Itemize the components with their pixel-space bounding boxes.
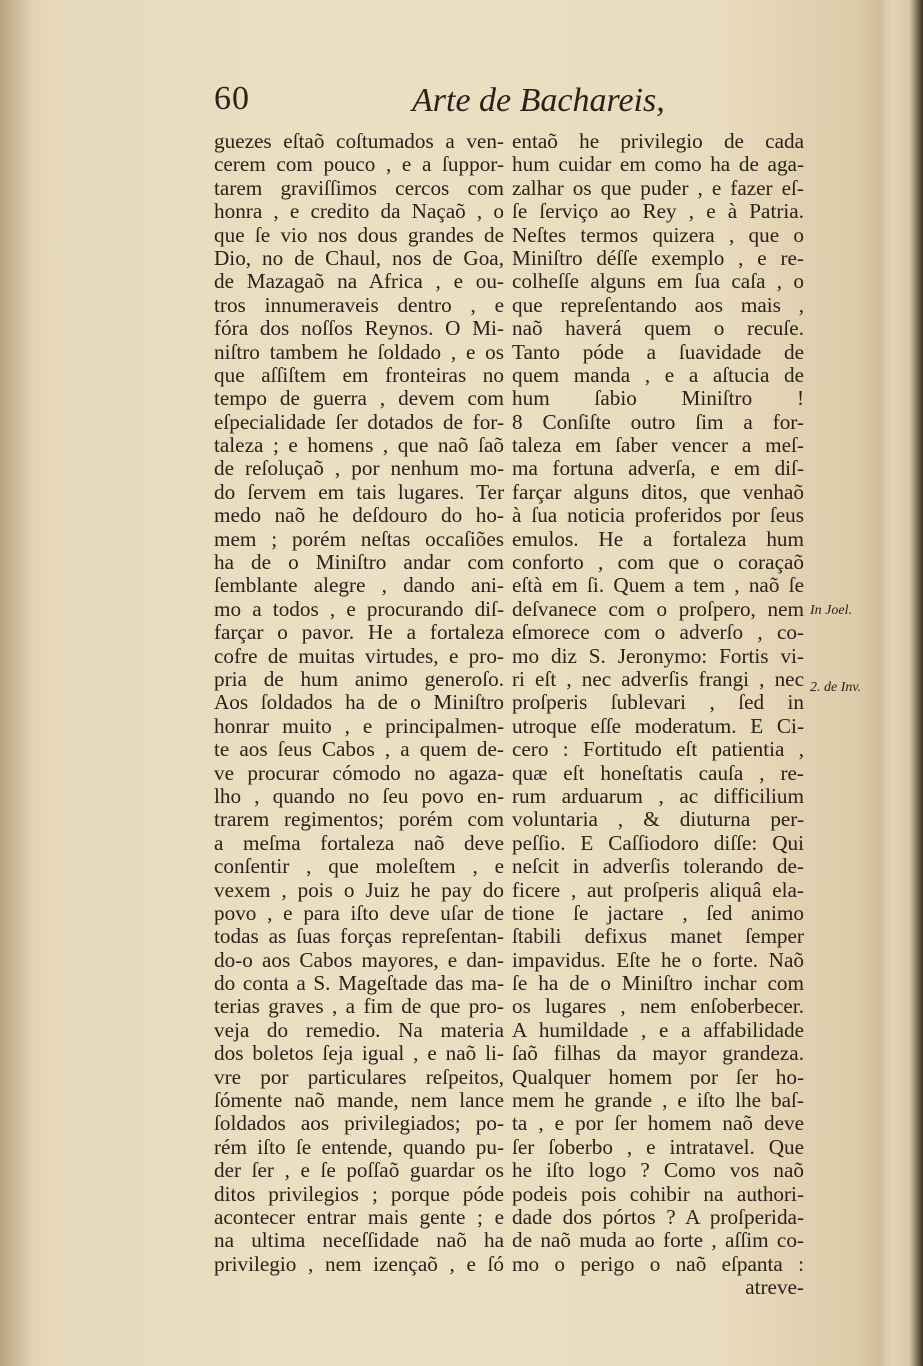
- catchword: atreve-: [745, 1275, 804, 1300]
- text-line: ſaõ filhas da mayor grandeza.: [512, 1041, 804, 1066]
- text-line: tione ſe jactare , ſed animo: [512, 900, 804, 925]
- text-line: naõ haverá quem o recuſe.: [512, 316, 804, 341]
- right-text-column: [512, 130, 804, 1300]
- text-line: deſvanece com o proſpero, nem: [512, 596, 804, 621]
- text-line: ſe ha de o Miniſtro inchar com: [512, 971, 804, 996]
- text-line: dade dos pórtos ? A proſperida-: [512, 1204, 804, 1229]
- text-line: acontecer entrar mais gente ; e: [214, 1204, 504, 1229]
- text-line: dos boletos ſeja igual , e naõ li-: [214, 1041, 504, 1066]
- text-line: fóra dos noſſos Reynos. O Mi-: [214, 316, 504, 341]
- text-line: Tanto póde a ſuavidade de: [512, 339, 804, 364]
- text-line: ri eſt , nec adverſis frangi , nec: [512, 666, 804, 691]
- text-line: do-o aos Cabos mayores, e dan-: [214, 947, 504, 972]
- text-line: Qualquer homem por ſer ho-: [512, 1064, 804, 1089]
- text-line: 8 Conſiſte outro ſim a for-: [512, 409, 804, 434]
- text-line: guezes eſtaõ coſtumados a ven-: [214, 129, 504, 153]
- text-line: eſpecialidade ſer dotados de for-: [214, 409, 504, 434]
- text-line: proſperis ſublevari , ſed in: [512, 690, 804, 715]
- text-line: cero : Fortitudo eſt patientia ,: [512, 737, 804, 762]
- text-line: a meſma fortaleza naõ deve: [214, 830, 504, 855]
- gutter-shadow: [0, 0, 30, 1366]
- text-line: impavidus. Eſte he o forte. Naõ: [512, 947, 804, 972]
- text-line: te aos ſeus Cabos , a quem de-: [214, 737, 504, 762]
- text-line: tempo de guerra , devem com: [214, 386, 504, 411]
- text-line: colheſſe alguns em ſua caſa , o: [512, 269, 804, 294]
- text-line: emulos. He a fortaleza hum: [512, 526, 804, 551]
- text-line: ficere , aut proſperis aliquâ ela-: [512, 877, 804, 902]
- left-text-column: [214, 130, 504, 1276]
- text-line: zalhar os que puder , e fazer eſ-: [512, 175, 804, 200]
- text-line: cerem com pouco , e a ſuppor-: [214, 152, 504, 177]
- text-line: eſmorece com o adverſo , co-: [512, 620, 804, 645]
- text-line: os lugares , nem enſoberbecer.: [512, 994, 804, 1019]
- text-line: Miniſtro déſſe exemplo , e re-: [512, 245, 804, 270]
- text-line: que repreſentando aos mais ,: [512, 292, 804, 317]
- text-line: rém iſto ſe entende, quando pu-: [214, 1134, 504, 1159]
- text-line: farçar alguns ditos, que venhaõ: [512, 479, 804, 504]
- text-line: que ſe vio nos dous grandes de: [214, 222, 504, 247]
- text-line: ha de o Miniſtro andar com: [214, 550, 504, 575]
- text-line: tros innumeraveis dentro , e: [214, 292, 504, 317]
- text-line: ve procurar cómodo no agaza-: [214, 760, 504, 785]
- text-line: farçar o pavor. He a fortaleza: [214, 620, 504, 645]
- text-line: ta , e por ſer homem naõ deve: [512, 1111, 804, 1136]
- text-line: entaõ he privilegio de cada: [512, 129, 804, 153]
- text-line: vexem , pois o Juiz he pay do: [214, 877, 504, 902]
- text-line: ſtabili defixus manet ſemper: [512, 924, 804, 949]
- text-line: eſtà em ſi. Quem a tem , naõ ſe: [512, 573, 804, 598]
- text-line: utroque eſſe moderatum. E Ci-: [512, 713, 804, 738]
- page-number: 60: [214, 80, 250, 117]
- text-line: à ſua noticia proferidos por ſeus: [512, 503, 804, 528]
- text-line: ditos privilegios ; porque póde: [214, 1181, 504, 1206]
- text-line: veja do remedio. Na materia: [214, 1017, 504, 1042]
- text-line: der ſer , e ſe poſſaõ guardar os: [214, 1158, 504, 1183]
- page-header: [0, 72, 903, 122]
- text-line: Neſtes termos quizera , que o: [512, 222, 804, 247]
- text-line: de reſoluçaõ , por nenhum mo-: [214, 456, 504, 481]
- text-line: mem he grande , e iſto lhe baſ-: [512, 1088, 804, 1113]
- text-line: hum ſabio Miniſtro !: [512, 386, 804, 411]
- text-line: lho , quando no ſeu povo en-: [214, 783, 504, 808]
- text-line: ſemblante alegre , dando ani-: [214, 573, 504, 598]
- text-line: mo diz S. Jeronymo: Fortis vi-: [512, 643, 804, 668]
- marginal-note: 2. de Inv.: [810, 680, 862, 695]
- text-line: na ultima neceſſidade naõ ha: [214, 1228, 504, 1253]
- text-line: mem ; porém neſtas occaſiões: [214, 526, 504, 551]
- text-line: rum arduarum , ac difficilium: [512, 783, 804, 808]
- text-line: niſtro tambem he ſoldado , e os: [214, 339, 504, 364]
- text-line: mo a todos , e procurando diſ-: [214, 596, 504, 621]
- text-line: povo , e para iſto deve uſar de: [214, 900, 504, 925]
- text-line: cofre de muitas virtudes, e pro-: [214, 643, 504, 668]
- marginal-note: In Joel.: [810, 603, 852, 618]
- text-line: taleza ; e homens , que naõ ſaõ: [214, 433, 504, 458]
- text-line: medo naõ he deſdouro do ho-: [214, 503, 504, 528]
- text-line: conforto , com que o coraçaõ: [512, 550, 804, 575]
- text-line: ſoldados aos privilegiados; po-: [214, 1111, 504, 1136]
- text-line: do ſervem em tais lugares. Ter: [214, 479, 504, 504]
- page-edge: [878, 0, 923, 1366]
- text-line: do conta a S. Mageſtade das ma-: [214, 971, 504, 996]
- text-line: ſer ſoberbo , e intratavel. Que: [512, 1134, 804, 1159]
- text-line: vre por particulares reſpeitos,: [214, 1064, 504, 1089]
- text-line: tarem graviſſimos cercos com: [214, 175, 504, 200]
- text-line: ſómente naõ mande, nem lance: [214, 1088, 504, 1113]
- text-line: he iſto logo ? Como vos naõ: [512, 1158, 804, 1183]
- text-line: privilegio , nem izençaõ , e ſó: [214, 1251, 504, 1276]
- text-line: podeis pois cohibir na authori-: [512, 1181, 804, 1206]
- text-line: voluntaria , & diuturna per-: [512, 807, 804, 832]
- text-line: todas as ſuas forças repreſentan-: [214, 924, 504, 949]
- text-line: conſentir , que moleſtem , e: [214, 854, 504, 879]
- text-line: quem manda , e a aſtucia de: [512, 362, 804, 387]
- text-line: terias graves , a fim de que pro-: [214, 994, 504, 1019]
- text-line: ſe ſerviço ao Rey , e à Patria.: [512, 199, 804, 224]
- text-line: que aſſiſtem em fronteiras no: [214, 362, 504, 387]
- text-line: A humildade , e a affabilidade: [512, 1017, 804, 1042]
- text-line: peſſio. E Caſſiodoro diſſe: Qui: [512, 830, 804, 855]
- text-line: de naõ muda ao forte , aſſim co-: [512, 1228, 804, 1253]
- text-line: honrar muito , e principalmen-: [214, 713, 504, 738]
- text-line: de Mazagaõ na Africa , e ou-: [214, 269, 504, 294]
- text-line: trarem regimentos; porém com: [214, 807, 504, 832]
- text-line: ma fortuna adverſa, e em diſ-: [512, 456, 804, 481]
- text-line: taleza em ſaber vencer a meſ-: [512, 433, 804, 458]
- text-line: Dio, no de Chaul, nos de Goa,: [214, 245, 504, 270]
- running-title: Arte de Bachareis,: [412, 82, 665, 119]
- text-line: hum cuidar em como ha de aga-: [512, 152, 804, 177]
- text-line: Aos ſoldados ha de o Miniſtro: [214, 690, 504, 715]
- text-line: neſcit in adverſis tolerando de-: [512, 854, 804, 879]
- text-line: honra , e credito da Naçaõ , o: [214, 199, 504, 224]
- text-line: quæ eſt honeſtatis cauſa , re-: [512, 760, 804, 785]
- text-line: mo o perigo o naõ eſpanta :: [512, 1251, 804, 1276]
- text-line: pria de hum animo generoſo.: [214, 666, 504, 691]
